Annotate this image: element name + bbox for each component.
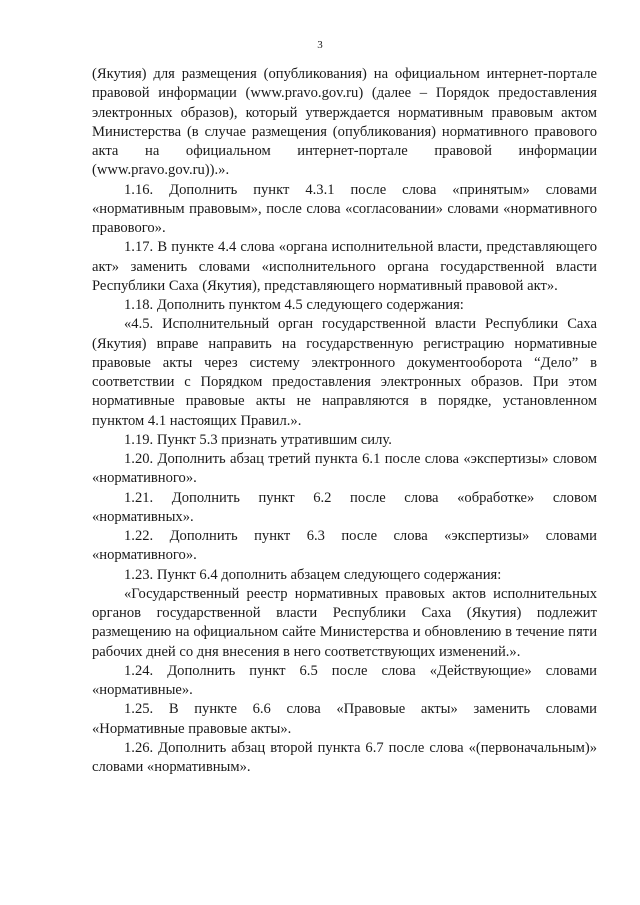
paragraph-quote-registry: «Государственный реестр нормативных правовых актов исполнительных органов государственной власти Республики Саха (Якутия) подлежит размещению на официальном сайте Министерства и обновлению в течение пяти рабочих дней со дня внесения в него соответствующих изменений.». xyxy=(92,585,597,660)
paragraph-1-20: 1.20. Дополнить абзац третий пункта 6.1 после слова «экспертизы» словом «нормативного». xyxy=(92,451,597,487)
paragraph-1-24: 1.24. Дополнить пункт 6.5 после слова «Действующие» словами «нормативные». xyxy=(92,662,597,698)
paragraph-1-19: 1.19. Пункт 5.3 признать утратившим силу. xyxy=(124,431,392,448)
paragraph-quote-4-5: «4.5. Исполнительный орган государственной власти Республики Саха (Якутия) вправе направить на государственную регистрацию нормативные правовые акты через систему электронного документооборота “Дело” в соответствии с Порядком предоставления электронных образов. При этом нормативные правовые акты не направляются в порядке, установленном пунктом 4.1 настоящих Правил.». xyxy=(92,316,597,429)
paragraph-1-16: 1.16. Дополнить пункт 4.3.1 после слова «принятым» словами «нормативным правовым», после слова «согласовании» словами «нормативного правового». xyxy=(92,181,597,236)
paragraph-1-23: 1.23. Пункт 6.4 дополнить абзацем следующего содержания: xyxy=(124,566,502,583)
paragraph-1-25: 1.25. В пункте 6.6 слова «Правовые акты» заменить словами «Нормативные правовые акты». xyxy=(92,701,597,737)
paragraph-1-22: 1.22. Дополнить пункт 6.3 после слова «экспертизы» словами «нормативного». xyxy=(92,528,597,564)
paragraph-continuation: (Якутия) для размещения (опубликования) на официальном интернет-портале правовой информации (www.pravo.gov.ru) (далее – Порядок предоставления электронных образов), который утверждается нормативным правовым актом Министерства (в случае размещения (опубликования) нормативного правового акта на официальном интернет-портале правовой информации (www.pravo.gov.ru)).». xyxy=(92,66,597,179)
paragraph-1-21: 1.21. Дополнить пункт 6.2 после слова «обработке» словом «нормативных». xyxy=(92,489,597,525)
document-body xyxy=(92,65,597,777)
paragraph-1-18: 1.18. Дополнить пунктом 4.5 следующего содержания: xyxy=(124,297,464,313)
page-number: 3 xyxy=(317,39,323,51)
paragraph-1-26: 1.26. Дополнить абзац второй пункта 6.7 после слова «(первоначальным)» словами «нормативным». xyxy=(92,739,597,775)
paragraph-1-17: 1.17. В пункте 4.4 слова «органа исполнительной власти, представляющего акт» заменить словами «исполнительного органа государственной власти Республики Саха (Якутия), представляющего нормативный правовой акт». xyxy=(92,239,597,294)
